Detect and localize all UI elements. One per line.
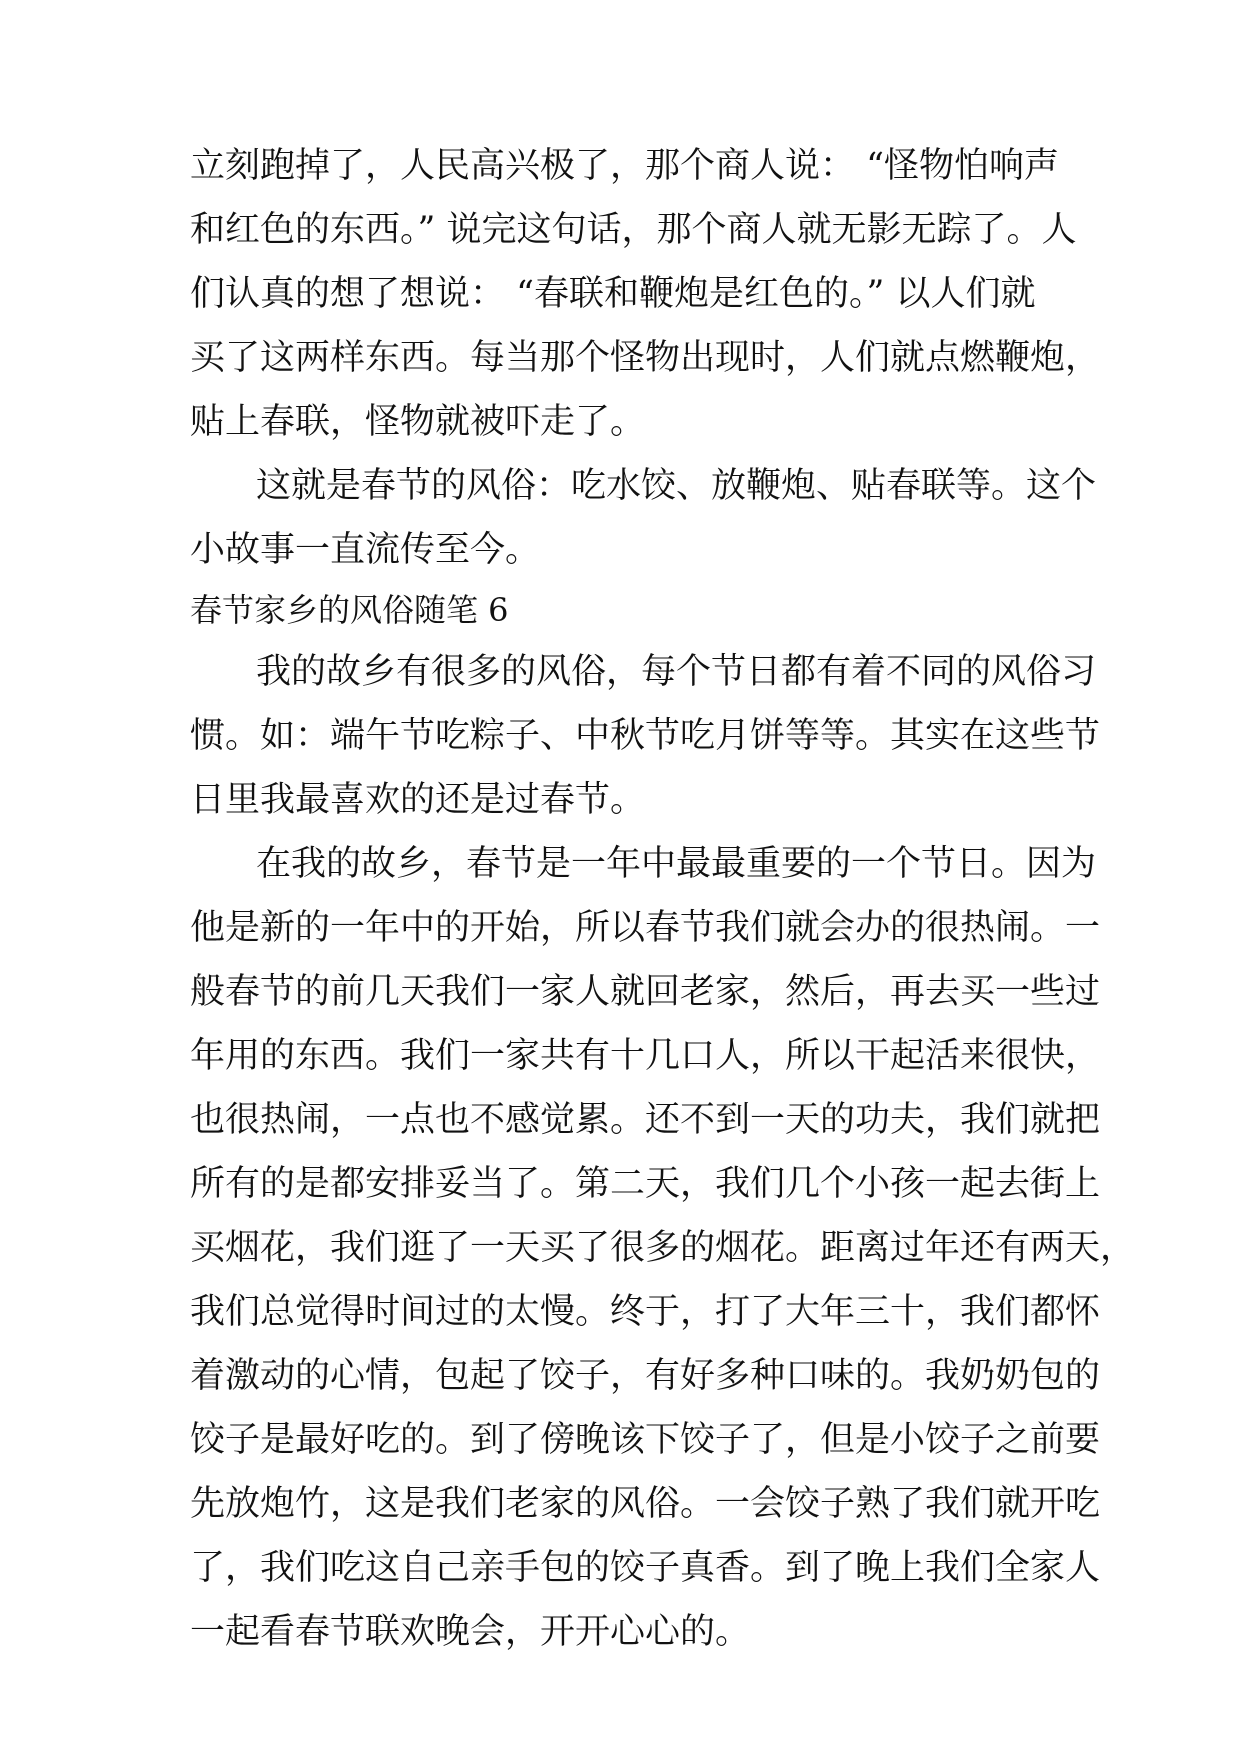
paragraph-first-line: 这就是春节的风俗：吃水饺、放鞭炮、贴春联等。这个 [256, 466, 1097, 506]
text-line: 饺子是最好吃的。到了傍晚该下饺子了，但是小饺子之前要 [190, 1420, 1101, 1460]
text-line: 先放炮竹，这是我们老家的风俗。一会饺子熟了我们就开吃 [190, 1484, 1101, 1524]
text-line: 们认真的想了想说： “春联和鞭炮是红色的。” 以人们就 [190, 274, 1036, 314]
text-line: 贴上春联，怪物就被吓走了。 [190, 402, 646, 442]
text-line: 年用的东西。我们一家共有十几口人，所以干起活来很快， [190, 1036, 1101, 1076]
text-line: 日里我最喜欢的还是过春节。 [190, 780, 646, 820]
text-line: 所有的是都安排妥当了。第二天，我们几个小孩一起去街上 [190, 1164, 1101, 1204]
text-line: 我们总觉得时间过的太慢。终于，打了大年三十，我们都怀 [190, 1292, 1101, 1332]
section-heading: 春节家乡的风俗随笔 6 [190, 591, 509, 629]
text-line: 买烟花，我们逛了一天买了很多的烟花。距离过年还有两天， [190, 1228, 1136, 1268]
paragraph-first-line: 我的故乡有很多的风俗，每个节日都有着不同的风俗习 [256, 652, 1097, 692]
text-line: 着激动的心情，包起了饺子，有好多种口味的。我奶奶包的 [190, 1356, 1101, 1396]
text-line: 他是新的一年中的开始，所以春节我们就会办的很热闹。一 [190, 908, 1101, 948]
text-line: 和红色的东西。” 说完这句话，那个商人就无影无踪了。人 [190, 210, 1077, 250]
text-line: 惯。如：端午节吃粽子、中秋节吃月饼等等。其实在这些节 [190, 716, 1101, 756]
text-line: 买了这两样东西。每当那个怪物出现时，人们就点燃鞭炮， [190, 338, 1101, 378]
text-line: 一起看春节联欢晚会，开开心心的。 [190, 1612, 751, 1652]
text-line: 立刻跑掉了，人民高兴极了，那个商人说： “怪物怕响声 [190, 146, 1060, 186]
text-line: 小故事一直流传至今。 [190, 530, 541, 570]
text-line: 般春节的前几天我们一家人就回老家，然后，再去买一些过 [190, 972, 1101, 1012]
text-line: 了，我们吃这自己亲手包的饺子真香。到了晚上我们全家人 [190, 1548, 1101, 1588]
paragraph-first-line: 在我的故乡，春节是一年中最最重要的一个节日。因为 [256, 844, 1097, 884]
text-line: 也很热闹，一点也不感觉累。还不到一天的功夫，我们就把 [190, 1100, 1101, 1140]
